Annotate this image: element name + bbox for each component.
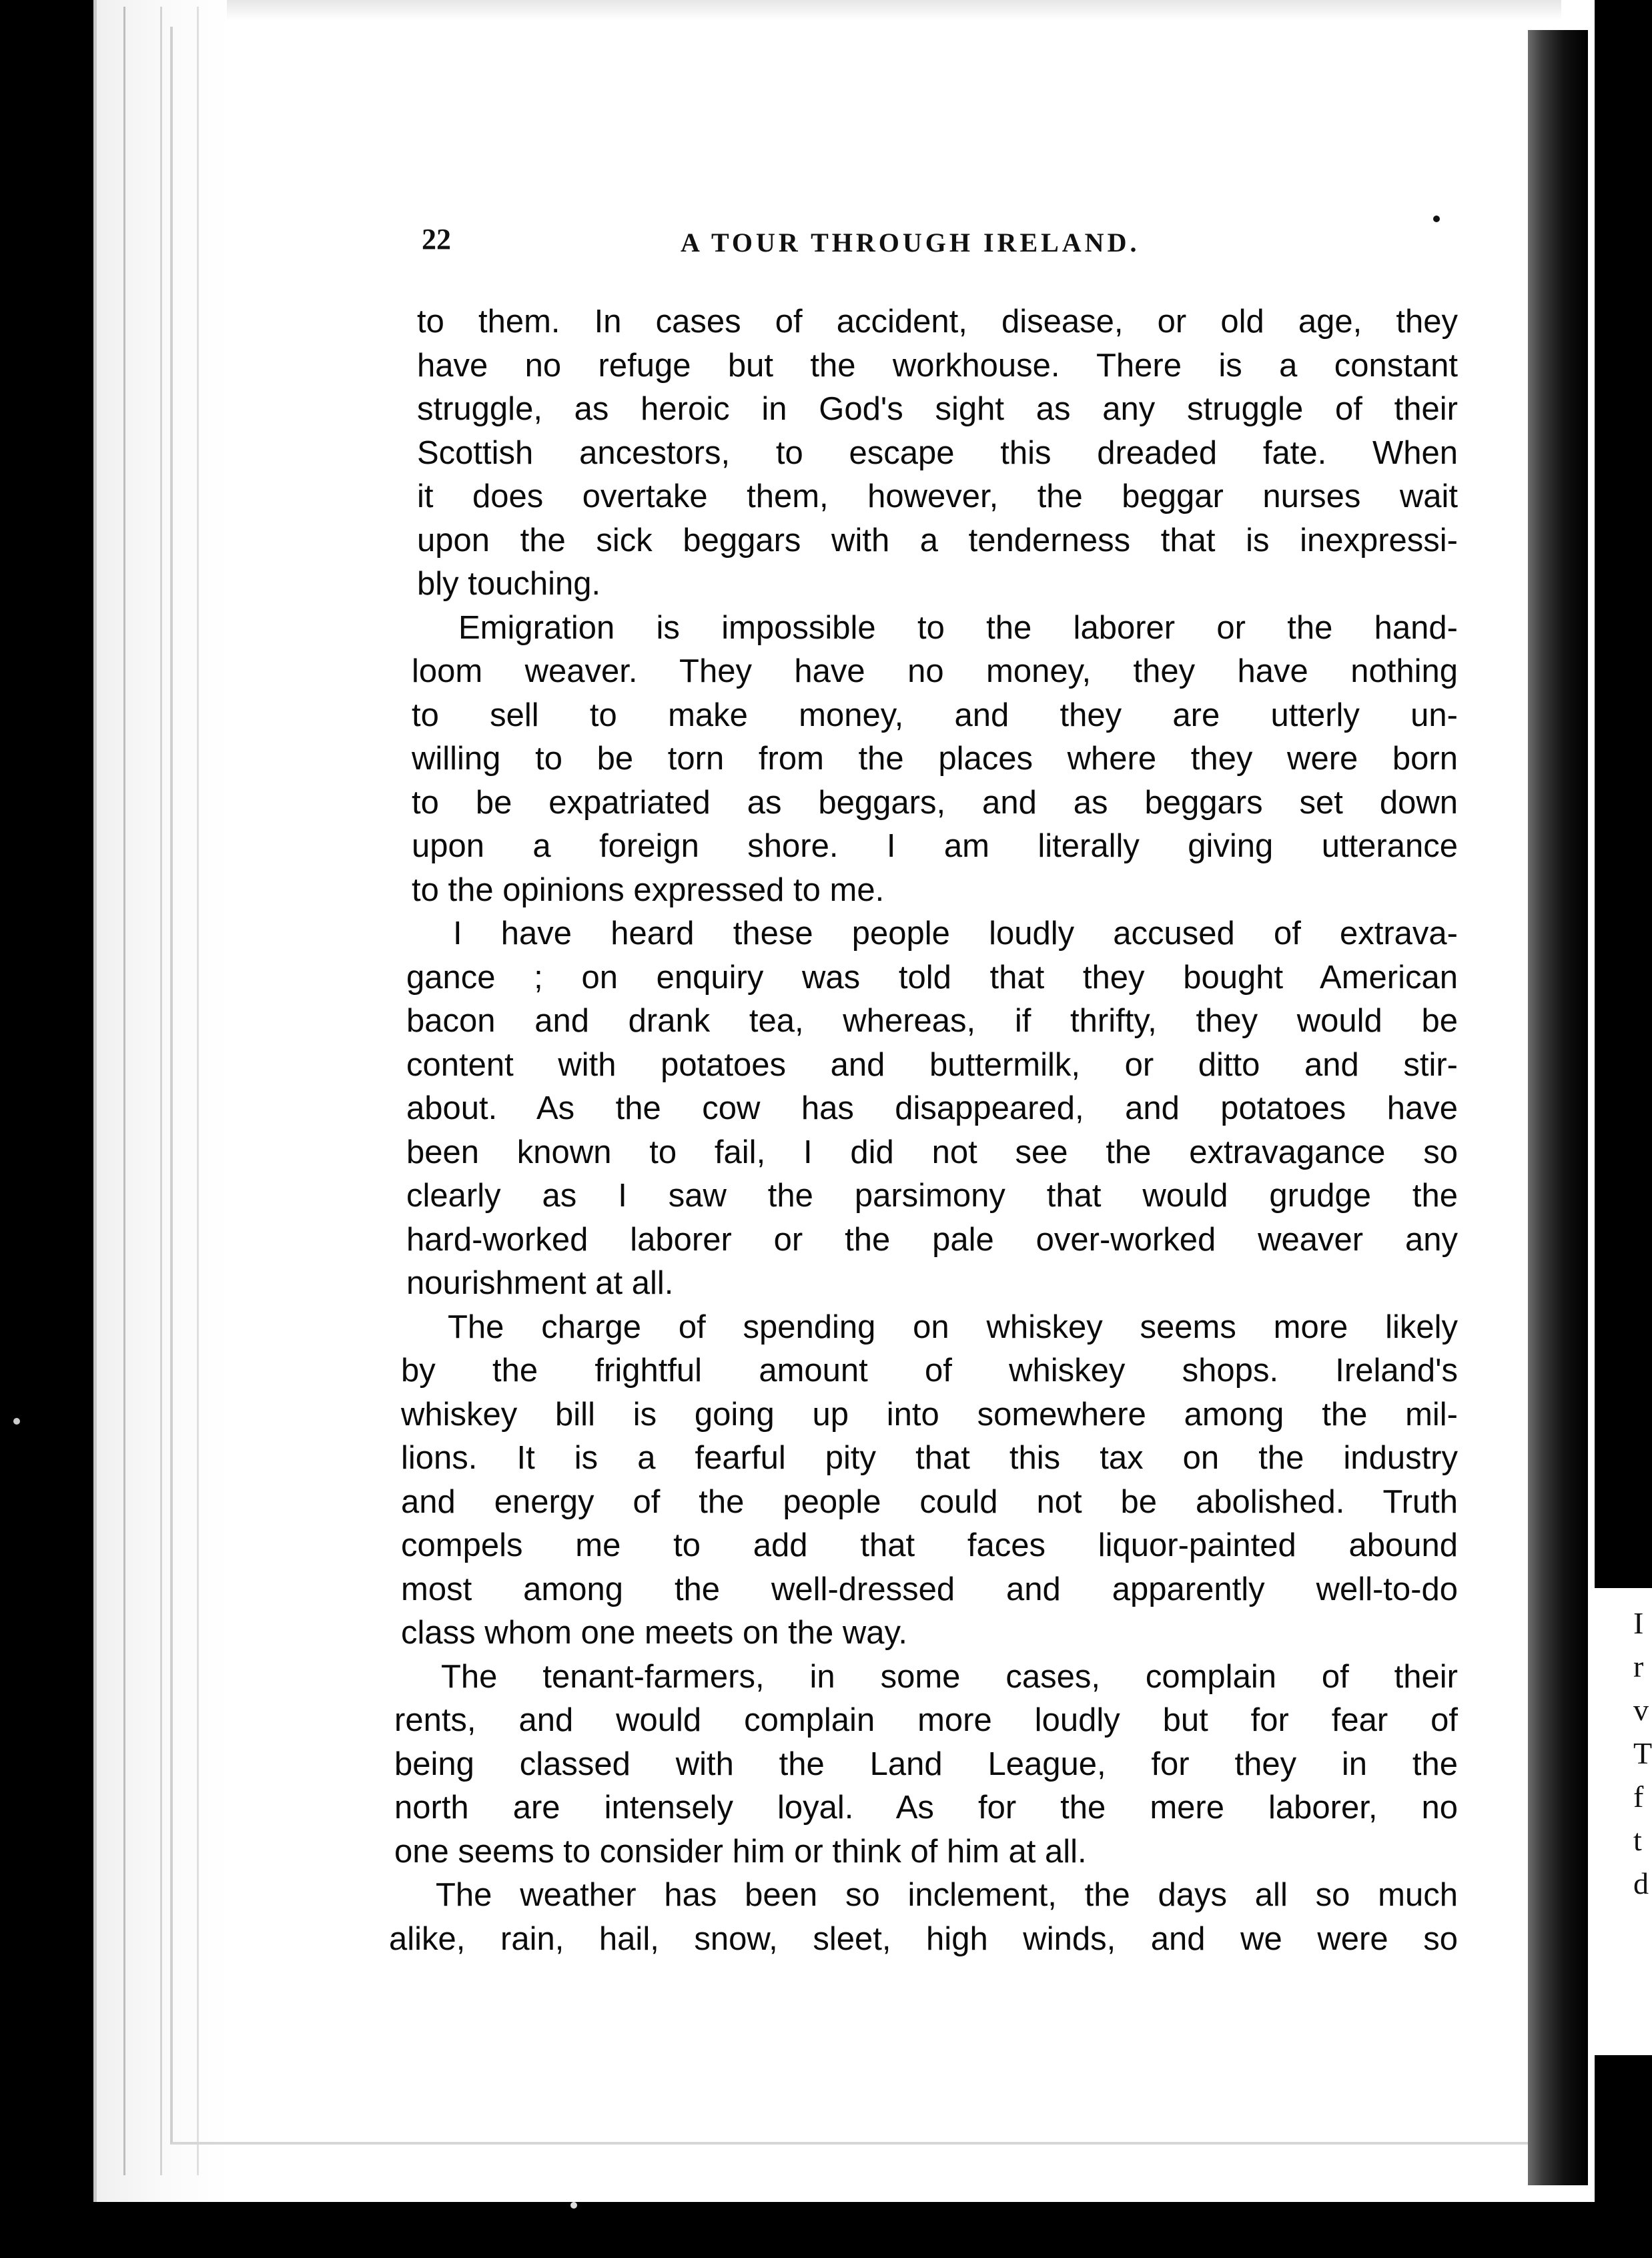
- text-line: about. As the cow has disappeared, and potatoes have: [406, 1090, 1458, 1126]
- facing-page-glyph: d: [1633, 1866, 1649, 1900]
- text-line: The charge of spending on whiskey seems more likely: [448, 1308, 1458, 1345]
- text-line: by the frightful amount of whiskey shops. Ireland's: [401, 1353, 1458, 1389]
- text-line: been known to fail, I did not see the extravagance so: [406, 1134, 1458, 1170]
- text-line: rents, and would complain more loudly but for fear of: [394, 1702, 1458, 1738]
- facing-page-letters: [1633, 1601, 1652, 1905]
- paragraph: [412, 607, 1458, 913]
- facing-page-glyph: T: [1633, 1736, 1652, 1770]
- facing-page-glyph: r: [1633, 1649, 1644, 1683]
- facing-page-glyph: t: [1633, 1823, 1642, 1857]
- text-line: one seems to consider him or think of him at all.: [394, 1833, 1087, 1870]
- dust-speck: [13, 1418, 20, 1425]
- text-line: upon a foreign shore. I am literally giving utterance: [412, 828, 1458, 864]
- text-line: gance ; on enquiry was told that they bought American: [406, 959, 1458, 996]
- text-line: whiskey bill is going up into somewhere among the mil-: [401, 1396, 1458, 1433]
- text-line: north are intensely loyal. As for the mere laborer, no: [394, 1790, 1458, 1826]
- text-line: upon the sick beggars with a tenderness that is inexpressi-: [417, 522, 1458, 558]
- text-line: to be expatriated as beggars, and as beggars set down: [412, 784, 1458, 821]
- text-line: Emigration is impossible to the laborer or the hand-: [458, 609, 1458, 646]
- text-line: The weather has been so inclement, the days all so much: [436, 1877, 1458, 1913]
- dust-speck: [570, 2202, 577, 2209]
- text-line: to sell to make money, and they are utterly un-: [412, 697, 1458, 733]
- book-spine-shadow: [1528, 30, 1588, 2185]
- text-line: compels me to add that faces liquor-painted abound: [401, 1527, 1458, 1563]
- text-line: most among the well-dressed and apparently well-to-do: [401, 1571, 1458, 1607]
- text-line: to them. In cases of accident, disease, or old age, they: [417, 304, 1458, 340]
- text-line: and energy of the people could not be abolished. Truth: [401, 1483, 1458, 1520]
- page-edge-line: [123, 7, 125, 2175]
- page-top-shadow: [227, 0, 1561, 20]
- ink-speck: [1433, 216, 1440, 222]
- running-title: A TOUR THROUGH IRELAND.: [681, 228, 1140, 258]
- text-line: class whom one meets on the way.: [401, 1615, 907, 1651]
- text-line: bly touching.: [417, 566, 601, 602]
- page-edge-line: [160, 7, 162, 2175]
- text-line: bacon and drank tea, whereas, if thrifty, they would be: [406, 1003, 1458, 1039]
- paragraph: [394, 1655, 1458, 1874]
- running-head-bar: [420, 227, 1221, 267]
- paragraph: [389, 1874, 1458, 1961]
- text-line: it does overtake them, however, the beggar nurses wait: [417, 478, 1458, 514]
- page-number: 22: [422, 223, 451, 256]
- text-line: loom weaver. They have no money, they have nothing: [412, 653, 1458, 689]
- text-line: Scottish ancestors, to escape this dreaded fate. When: [417, 434, 1458, 471]
- text-line: being classed with the Land League, for they in the: [394, 1746, 1458, 1782]
- body-text: [389, 300, 1458, 1961]
- text-line: alike, rain, hail, snow, sleet, high winds, and we were so: [389, 1920, 1458, 1957]
- text-line: I have heard these people loudly accused of extrava-: [453, 915, 1458, 952]
- text-line: clearly as I saw the parsimony that would grudge the: [406, 1178, 1458, 1214]
- paragraph: [401, 1306, 1458, 1655]
- text-line: willing to be torn from the places where they were born: [412, 741, 1458, 777]
- paragraph: [406, 912, 1458, 1306]
- text-line: content with potatoes and buttermilk, or ditto and stir-: [406, 1046, 1458, 1083]
- text-line: to the opinions expressed to me.: [412, 871, 885, 908]
- facing-page-glyph: v: [1633, 1693, 1649, 1727]
- paragraph: [417, 300, 1458, 607]
- facing-page-glyph: I: [1633, 1606, 1644, 1640]
- text-line: The tenant-farmers, in some cases, complain of their: [441, 1658, 1458, 1695]
- facing-page-glyph: f: [1633, 1780, 1644, 1814]
- text-line: hard-worked laborer or the pale over-worked weaver any: [406, 1221, 1458, 1258]
- text-line: lions. It is a fearful pity that this tax on the industry: [401, 1440, 1458, 1476]
- text-line: have no refuge but the workhouse. There is a constant: [417, 347, 1458, 384]
- text-line: nourishment at all.: [406, 1265, 674, 1301]
- text-line: struggle, as heroic in God's sight as any struggle of their: [417, 391, 1458, 427]
